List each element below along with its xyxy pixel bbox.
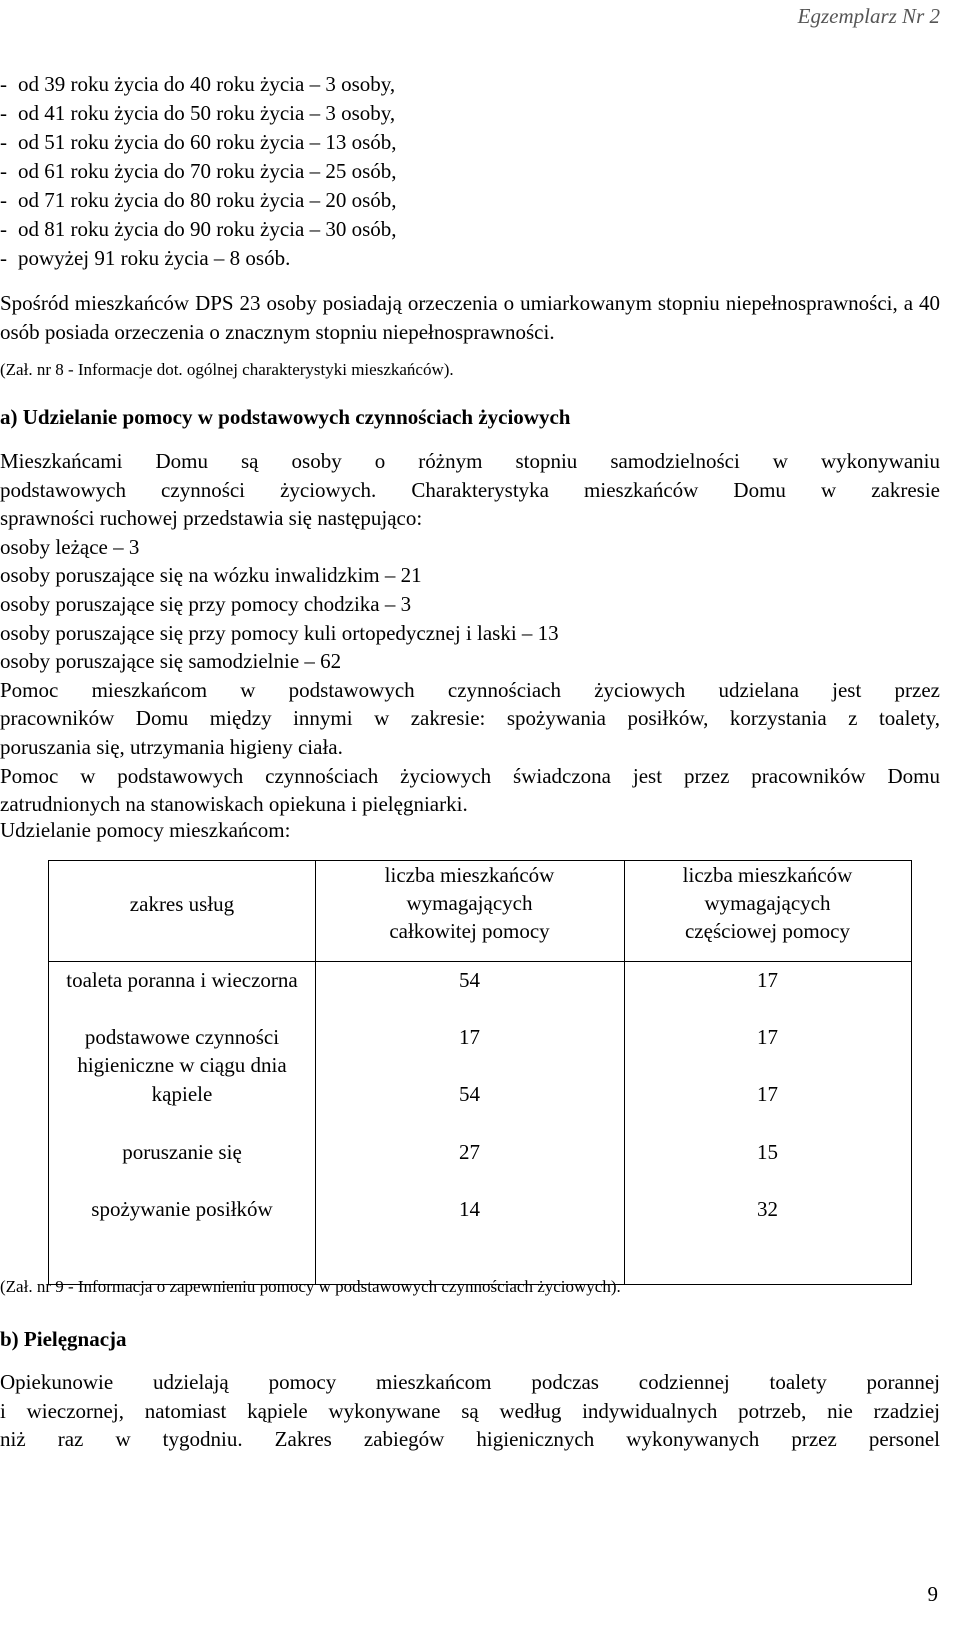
table-cell-service: spożywanie posiłków <box>91 1197 273 1221</box>
annex-8-note: (Zał. nr 8 - Informacje dot. ogólnej charakterystyki mieszkańców). <box>0 360 454 379</box>
table-cell-full: 17 <box>459 1025 480 1049</box>
intro-line: Mieszkańcami Domu są osoby o różnym stopniu samodzielności w wykonywaniu <box>0 449 940 473</box>
page-number: 9 <box>927 1582 938 1606</box>
table-divider <box>49 961 911 962</box>
table-header-cell: zakres usług <box>129 892 235 916</box>
disability-paragraph: Spośród mieszkańców DPS 23 osoby posiadają orzeczenia o umiarkowanym stopniu niepełnosprawności, a 40 osób posiada orzeczenia o znacznym stopniu niepełnosprawności. <box>0 291 940 344</box>
table-cell-full: 54 <box>459 968 480 992</box>
help-line: poruszania się, utrzymania higieny ciała. <box>0 734 343 759</box>
dash-marker: - <box>0 72 7 96</box>
mobility-item: osoby poruszające się samodzielnie – 62 <box>0 649 342 674</box>
age-group-list <box>0 70 940 273</box>
list-item: - od 71 roku życia do 80 roku życia – 20 osób, <box>0 186 940 215</box>
table-cell-partial: 17 <box>757 1025 778 1049</box>
dash-marker: - <box>0 188 7 212</box>
section-b-heading: b) Pielęgnacja <box>0 1327 127 1351</box>
section-b-line: i wieczornej, natomiast kąpiele wykonywane są według indywidualnych potrzeb, nie rzadziej <box>0 1398 940 1423</box>
mobility-item: osoby leżące – 3 <box>0 534 140 559</box>
table-header-cell: liczba mieszkańców wymagających całkowitej pomocy <box>384 863 555 943</box>
staff-line: zatrudnionych na stanowiskach opiekuna i pielęgniarki. <box>0 792 468 817</box>
section-b-line: niż raz w tygodniu. Zakres zabiegów higienicznych wykonywanych przez personel <box>0 1427 940 1452</box>
table-caption: Udzielanie pomocy mieszkańcom: <box>0 818 291 842</box>
mobility-item: osoby poruszające się przy pomocy chodzika – 3 <box>0 591 412 616</box>
section-b-paragraph <box>0 1368 940 1454</box>
help-line: pracowników Domu między innymi w zakresie: spożywania posiłków, korzystania z toalety, <box>0 706 940 731</box>
help-line: Pomoc mieszkańcom w podstawowych czynnościach życiowych udzielana jest przez <box>0 677 940 702</box>
table-cell-service: toaleta poranna i wieczorna <box>66 968 298 992</box>
table-cell-service: podstawowe czynności higieniczne w ciągu dnia <box>77 1025 287 1077</box>
section-b-line: Opiekunowie udzielają pomocy mieszkańcom podczas codziennej toalety porannej <box>0 1370 940 1394</box>
dash-marker: - <box>0 159 7 183</box>
intro-line: podstawowych czynności życiowych. Charakterystyka mieszkańców Domu w zakresie <box>0 477 940 502</box>
mobility-item: osoby poruszające się na wózku inwalidzkim – 21 <box>0 563 422 588</box>
assistance-table <box>48 860 912 1285</box>
section-a-heading: a) Udzielanie pomocy w podstawowych czynnościach życiowych <box>0 405 571 429</box>
table-cell-full: 54 <box>459 1082 480 1106</box>
table-cell-service: poruszanie się <box>122 1140 242 1164</box>
list-item: - od 41 roku życia do 50 roku życia – 3 osoby, <box>0 99 940 128</box>
annex-9-note: (Zał. nr 9 - Informacja o zapewnieniu pomocy w podstawowych czynnościach życiowych). <box>0 1277 621 1296</box>
dash-marker: - <box>0 217 7 241</box>
table-cell-full: 27 <box>459 1140 480 1164</box>
table-cell-full: 14 <box>459 1197 480 1221</box>
list-item: - od 51 roku życia do 60 roku życia – 13 osób, <box>0 128 940 157</box>
list-item: - od 39 roku życia do 40 roku życia – 3 osoby, <box>0 70 940 99</box>
mobility-item: osoby poruszające się przy pomocy kuli ortopedycznej i laski – 13 <box>0 620 559 645</box>
intro-line: sprawności ruchowej przedstawia się następująco: <box>0 506 423 531</box>
dash-marker: - <box>0 246 7 270</box>
table-cell-service: kąpiele <box>151 1082 213 1106</box>
table-header-cell: liczba mieszkańców wymagających częściowej pomocy <box>682 863 853 943</box>
table-cell-partial: 15 <box>757 1140 778 1164</box>
dash-marker: - <box>0 101 7 125</box>
table-cell-partial: 32 <box>757 1197 778 1221</box>
staff-line: Pomoc w podstawowych czynnościach życiowych świadczona jest przez pracowników Domu <box>0 763 940 788</box>
section-a-intro <box>0 447 940 819</box>
copy-number-header: Egzemplarz Nr 2 <box>797 4 940 28</box>
list-item: - od 61 roku życia do 70 roku życia – 25 osób, <box>0 157 940 186</box>
list-item: - powyżej 91 roku życia – 8 osób. <box>0 244 940 273</box>
dash-marker: - <box>0 130 7 154</box>
table-cell-partial: 17 <box>757 1082 778 1106</box>
list-item: - od 81 roku życia do 90 roku życia – 30 osób, <box>0 215 940 244</box>
table-cell-partial: 17 <box>757 968 778 992</box>
